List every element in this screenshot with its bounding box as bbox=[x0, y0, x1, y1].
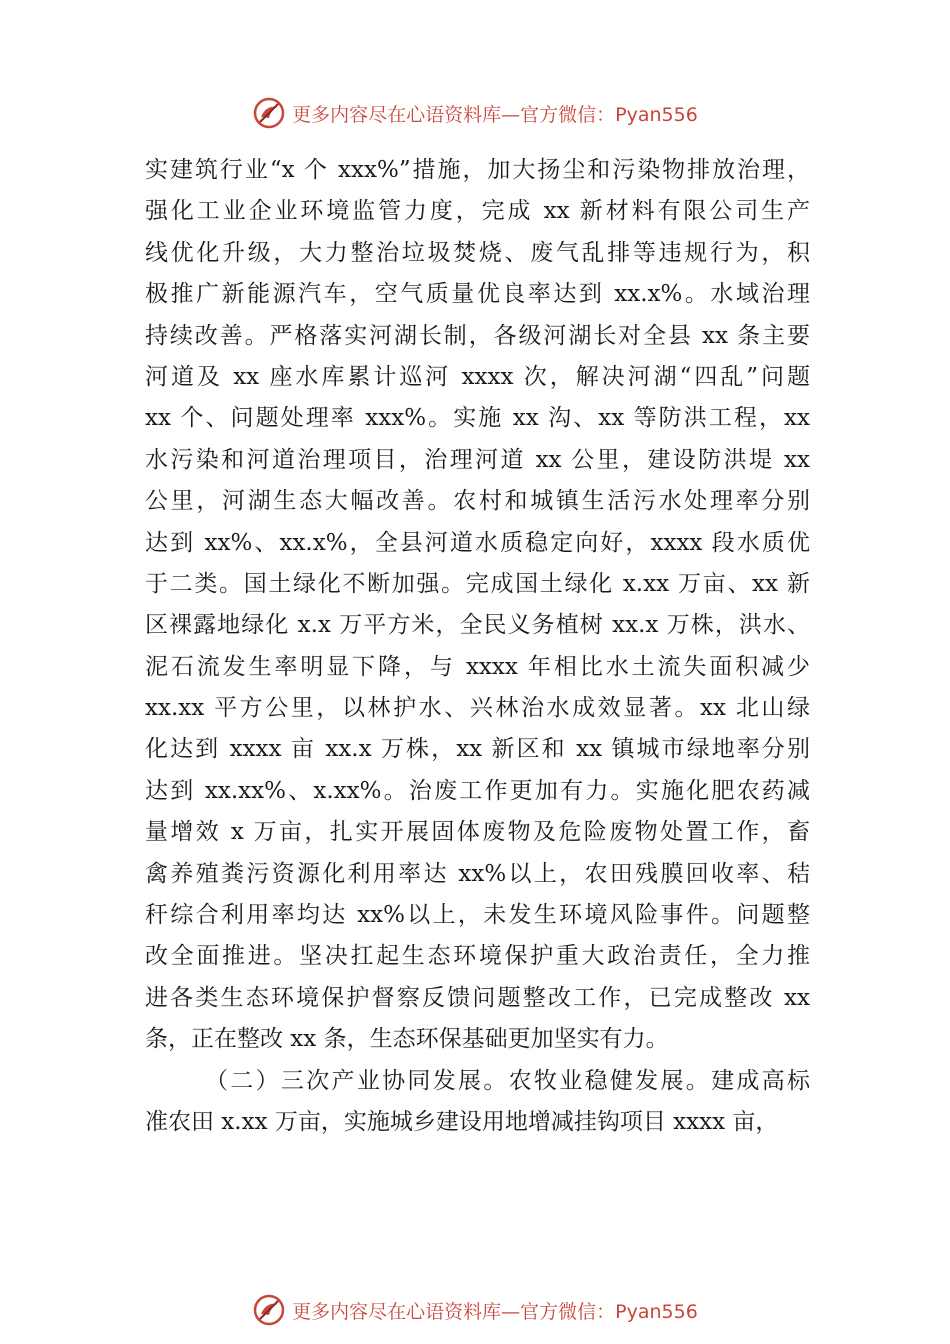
text-line: 区裸露地绿化 x.x 万平方米，全民义务植树 xx.x 万株，洪水、 bbox=[145, 612, 810, 639]
watermark-id: Pyan556 bbox=[615, 103, 698, 126]
text-line: 强化工业企业环境监管力度，完成 xx 新材料有限公司生产 bbox=[145, 198, 810, 225]
text-line: 秆综合利用率均达 xx%以上，未发生环境风险事件。问题整 bbox=[145, 902, 810, 929]
text-line: 化达到 xxxx 亩 xx.x 万株，xx 新区和 xx 镇城市绿地率分别 bbox=[145, 736, 810, 763]
footer-watermark bbox=[0, 1290, 950, 1330]
text-line: 量增效 x 万亩，扎实开展固体废物及危险废物处置工作，畜 bbox=[145, 819, 810, 846]
logo-icon bbox=[252, 1293, 286, 1327]
text-line: xx.xx 平方公里，以林护水、兴林治水成效显著。xx 北山绿 bbox=[145, 695, 810, 722]
text-line: 线优化升级，大力整治垃圾焚烧、废气乱排等违规行为，积 bbox=[145, 239, 810, 266]
text-line: 条，正在整改 xx 条，生态环保基础更加坚实有力。 bbox=[145, 1026, 669, 1053]
watermark-text: 更多内容尽在心语资料库—官方微信：Pyan556 bbox=[292, 103, 698, 126]
text-line: 进各类生态环境保护督察反馈问题整改工作，已完成整改 xx bbox=[145, 984, 810, 1011]
text-line: 水污染和河道治理项目，治理河道 xx 公里，建设防洪堤 xx bbox=[145, 446, 810, 473]
text-line: 禽养殖粪污资源化利用率达 xx%以上，农田残膜回收率、秸 bbox=[145, 860, 810, 887]
text-line: xx 个、问题处理率 xxx%。实施 xx 沟、xx 等防洪工程，xx bbox=[145, 405, 810, 432]
text-line: （二）三次产业协同发展。农牧业稳健发展。建成高标 bbox=[205, 1067, 810, 1094]
text-line: 公里，河湖生态大幅改善。农村和城镇生活污水处理率分别 bbox=[145, 488, 810, 515]
text-line: 极推广新能源汽车，空气质量优良率达到 xx.x%。水域治理 bbox=[145, 281, 810, 308]
watermark-text: 更多内容尽在心语资料库—官方微信：Pyan556 bbox=[292, 1300, 698, 1323]
text-line: 实建筑行业“x 个 xxx%”措施，加大扬尘和污染物排放治理， bbox=[145, 157, 810, 183]
text-line: 改全面推进。坚决扛起生态环境保护重大政治责任，全力推 bbox=[145, 943, 810, 970]
text-line: 泥石流发生率明显下降，与 xxxx 年相比水土流失面积减少 bbox=[145, 653, 810, 680]
text-line: 河道及 xx 座水库累计巡河 xxxx 次，解决河湖“四乱”问题 bbox=[145, 363, 810, 390]
document-body bbox=[145, 150, 810, 1143]
text-line: 于二类。国土绿化不断加强。完成国土绿化 x.xx 万亩、xx 新 bbox=[145, 570, 810, 597]
text-line: 达到 xx%、xx.x%，全县河道水质稳定向好，xxxx 段水质优 bbox=[145, 529, 810, 556]
watermark-id: Pyan556 bbox=[615, 1300, 698, 1323]
logo-icon bbox=[252, 96, 286, 130]
text-line: 达到 xx.xx%、x.xx%。治废工作更加有力。实施化肥农药减 bbox=[145, 777, 810, 804]
text-line: 准农田 x.xx 万亩，实施城乡建设用地增减挂钩项目 xxxx 亩， bbox=[145, 1108, 779, 1135]
header-watermark bbox=[0, 93, 950, 133]
text-line: 持续改善。严格落实河湖长制，各级河湖长对全县 xx 条主要 bbox=[145, 322, 810, 349]
